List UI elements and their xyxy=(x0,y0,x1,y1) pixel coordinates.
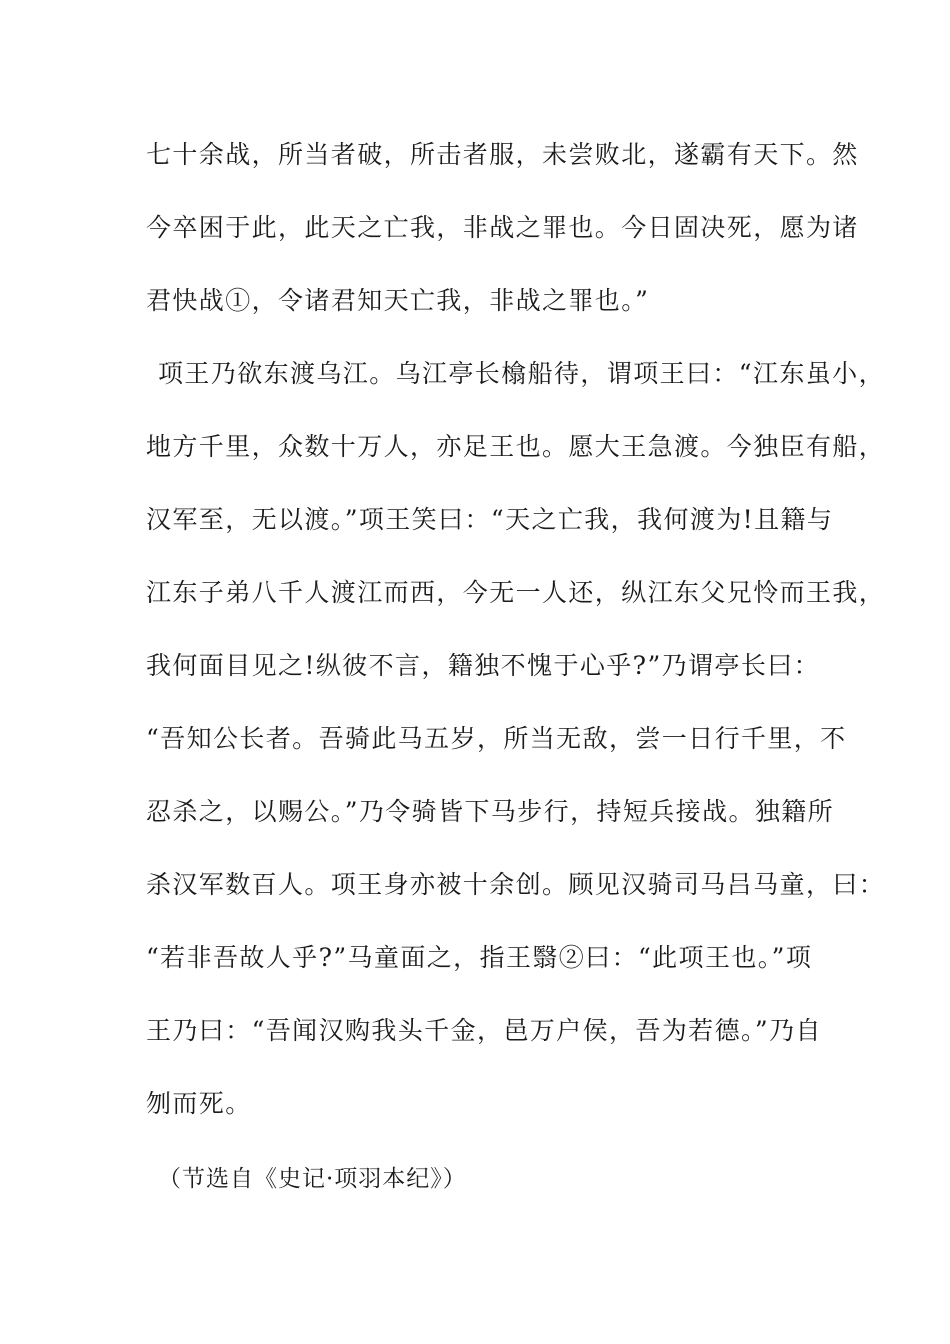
text-line-3: 君快战①，令诸君知天亡我，非战之罪也。” xyxy=(146,286,650,315)
text-line-1: 七十余战，所当者破，所击者服，未尝败北，遂霸有天下。然 xyxy=(146,140,859,169)
text-line-10: 忍杀之，以赐公。”乃令骑皆下马步行，持短兵接战。独籍所 xyxy=(146,797,835,826)
text-line-13: 王乃曰：“吾闻汉购我头千金，邑万户侯，吾为若德。”乃自 xyxy=(146,1016,822,1045)
text-line-7: 江东子弟八千人渡江而西，今无一人还，纵江东父兄怜而王我， xyxy=(146,578,886,607)
text-line-6: 汉军至，无以渡。”项王笑曰：“天之亡我，我何渡为!且籍与 xyxy=(146,505,834,534)
source-citation: （节选自《史记·项羽本纪》） xyxy=(158,1166,467,1192)
text-line-8: 我何面目见之!纵彼不言，籍独不愧于心乎?”乃谓亭长曰： xyxy=(146,651,821,680)
text-line-11: 杀汉军数百人。项王身亦被十余创。顾见汉骑司马吕马童，曰： xyxy=(146,870,886,899)
text-line-4: 项王乃欲东渡乌江。乌江亭长㯓船待，谓项王曰：“江东虽小， xyxy=(158,359,885,388)
text-line-5: 地方千里，众数十万人，亦足王也。愿大王急渡。今独臣有船， xyxy=(146,432,886,461)
text-line-14: 刎而死。 xyxy=(146,1089,252,1118)
text-line-12: “若非吾故人乎?”马童面之，指王翳②曰：“此项王也。”项 xyxy=(146,943,813,972)
text-line-2: 今卒困于此，此天之亡我，非战之罪也。今日固决死，愿为诸 xyxy=(146,213,859,242)
text-line-9: “吾知公长者。吾骑此马五岁，所当无敌，尝一日行千里，不 xyxy=(146,724,847,753)
